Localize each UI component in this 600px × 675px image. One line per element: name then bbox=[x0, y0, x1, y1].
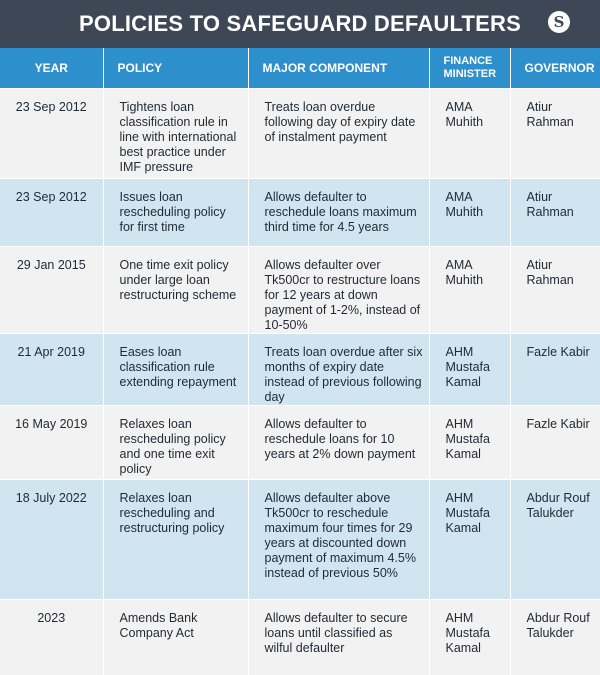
cell-finance-minister: AHM Mustafa Kamal bbox=[429, 406, 510, 480]
table-row bbox=[0, 179, 600, 247]
cell-year: 21 Apr 2019 bbox=[0, 334, 103, 406]
col-header-major-component: MAJOR COMPONENT bbox=[248, 48, 429, 89]
cell-governor: Atiur Rahman bbox=[510, 247, 600, 334]
col-header-policy: POLICY bbox=[103, 48, 248, 89]
cell-policy: Issues loan rescheduling policy for first time bbox=[103, 179, 248, 247]
table-row bbox=[0, 247, 600, 334]
cell-policy: Relaxes loan rescheduling policy and one time exit policy bbox=[103, 406, 248, 480]
cell-year: 16 May 2019 bbox=[0, 406, 103, 480]
table-row bbox=[0, 406, 600, 480]
cell-policy: Tightens loan classification rule in line with international best practice under IMF pressure bbox=[103, 89, 248, 179]
cell-year: 29 Jan 2015 bbox=[0, 247, 103, 334]
table-row bbox=[0, 600, 600, 675]
page-title: POLICIES TO SAFEGUARD DEFAULTERS bbox=[79, 11, 521, 36]
logo-icon: S bbox=[548, 11, 570, 33]
cell-governor: Fazle Kabir bbox=[510, 406, 600, 480]
cell-governor: Abdur Rouf Talukder bbox=[510, 600, 600, 675]
cell-governor: Atiur Rahman bbox=[510, 179, 600, 247]
cell-finance-minister: AMA Muhith bbox=[429, 179, 510, 247]
cell-year: 18 July 2022 bbox=[0, 480, 103, 600]
cell-governor: Fazle Kabir bbox=[510, 334, 600, 406]
cell-governor: Abdur Rouf Talukder bbox=[510, 480, 600, 600]
cell-finance-minister: AHM Mustafa Kamal bbox=[429, 480, 510, 600]
col-header-finance-minister: FINANCE MINISTER bbox=[429, 48, 510, 89]
cell-policy: Relaxes loan rescheduling and restructuring policy bbox=[103, 480, 248, 600]
cell-policy: Amends Bank Company Act bbox=[103, 600, 248, 675]
col-header-year: YEAR bbox=[0, 48, 103, 89]
col-header-governor: GOVERNOR bbox=[510, 48, 600, 89]
cell-policy: One time exit policy under large loan restructuring scheme bbox=[103, 247, 248, 334]
cell-major-component: Allows defaulter above Tk500cr to reschedule maximum four times for 29 years at discounted down payment of maximum 4.5% instead of previous 50% bbox=[248, 480, 429, 600]
cell-major-component: Treats loan overdue following day of expiry date of instalment payment bbox=[248, 89, 429, 179]
cell-finance-minister: AMA Muhith bbox=[429, 247, 510, 334]
table-row bbox=[0, 334, 600, 406]
cell-finance-minister: AMA Muhith bbox=[429, 89, 510, 179]
cell-policy: Eases loan classification rule extending repayment bbox=[103, 334, 248, 406]
cell-governor: Atiur Rahman bbox=[510, 89, 600, 179]
cell-finance-minister: AHM Mustafa Kamal bbox=[429, 334, 510, 406]
cell-major-component: Allows defaulter to reschedule loans for 10 years at 2% down payment bbox=[248, 406, 429, 480]
table-row bbox=[0, 480, 600, 600]
cell-major-component: Allows defaulter to reschedule loans maximum third time for 4.5 years bbox=[248, 179, 429, 247]
table-header-row bbox=[0, 48, 600, 89]
cell-major-component: Allows defaulter over Tk500cr to restructure loans for 12 years at down payment of 1-2%, instead of 10-50% bbox=[248, 247, 429, 334]
cell-year: 23 Sep 2012 bbox=[0, 89, 103, 179]
cell-finance-minister: AHM Mustafa Kamal bbox=[429, 600, 510, 675]
cell-year: 2023 bbox=[0, 600, 103, 675]
table-row bbox=[0, 89, 600, 179]
cell-major-component: Treats loan overdue after six months of expiry date instead of previous following day bbox=[248, 334, 429, 406]
cell-year: 23 Sep 2012 bbox=[0, 179, 103, 247]
title-bar bbox=[0, 0, 600, 48]
policies-table bbox=[0, 48, 600, 675]
cell-major-component: Allows defaulter to secure loans until classified as wilful defaulter bbox=[248, 600, 429, 675]
